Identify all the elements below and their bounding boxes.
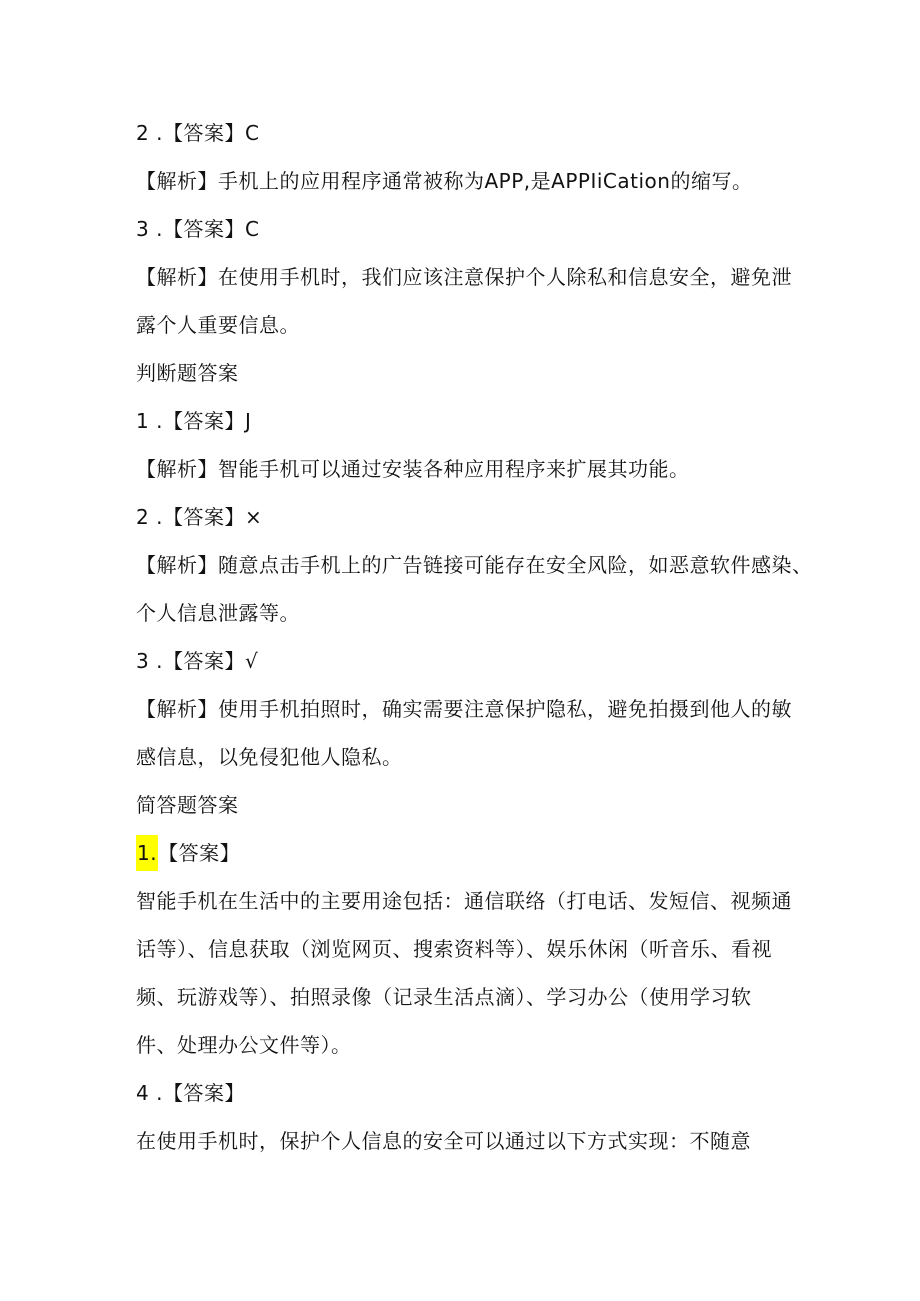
tf-answer-2-explanation-line-1: 【解析】随意点击手机上的广告链接可能存在安全风险，如恶意软件感染、 xyxy=(136,553,813,577)
highlighted-number: 1. xyxy=(136,835,158,871)
answer-3-explanation-line-2: 露个人重要信息。 xyxy=(136,313,300,337)
sa-answer-4-heading: 4 .【答案】 xyxy=(136,1081,245,1105)
tf-answer-1-explanation: 【解析】智能手机可以通过安装各种应用程序来扩展其功能。 xyxy=(136,457,690,481)
sa-answer-1-body-line-2: 话等）、信息获取（浏览网页、搜索资料等）、娱乐休闲（听音乐、看视 xyxy=(136,937,772,961)
section-title-short-answer: 简答题答案 xyxy=(136,793,239,817)
sa-answer-1-body-line-1: 智能手机在生活中的主要用途包括：通信联络（打电话、发短信、视频通 xyxy=(136,889,792,913)
tf-answer-3-explanation-line-1: 【解析】使用手机拍照时，确实需要注意保护隐私，避免拍摄到他人的敏 xyxy=(136,697,792,721)
answer-2-explanation: 【解析】手机上的应用程序通常被称为APP,是APPIiCation的缩写。 xyxy=(136,169,753,193)
answer-3-explanation-line-1: 【解析】在使用手机时，我们应该注意保护个人除私和信息安全，避免泄 xyxy=(136,265,792,289)
answer-2-heading: 2 .【答案】C xyxy=(136,121,260,145)
tf-answer-3-heading: 3 .【答案】√ xyxy=(136,649,259,673)
sa-answer-1-body-line-4: 件、处理办公文件等）。 xyxy=(136,1033,352,1057)
answer-3-heading: 3 .【答案】C xyxy=(136,217,260,241)
tf-answer-2-explanation-line-2: 个人信息泄露等。 xyxy=(136,601,300,625)
sa-answer-4-body-line-1: 在使用手机时，保护个人信息的安全可以通过以下方式实现：不随意 xyxy=(136,1129,751,1153)
tf-answer-1-heading: 1 .【答案】J xyxy=(136,409,252,433)
tf-answer-3-explanation-line-2: 感信息，以免侵犯他人隐私。 xyxy=(136,745,403,769)
section-title-true-false: 判断题答案 xyxy=(136,361,239,385)
tf-answer-2-heading: 2 .【答案】× xyxy=(136,505,263,529)
sa-answer-1-label: 【答案】 xyxy=(158,841,241,865)
sa-answer-1-body-line-3: 频、玩游戏等）、拍照录像（记录生活点滴）、学习办公（使用学习软 xyxy=(136,985,752,1009)
sa-answer-1-heading xyxy=(136,840,240,866)
